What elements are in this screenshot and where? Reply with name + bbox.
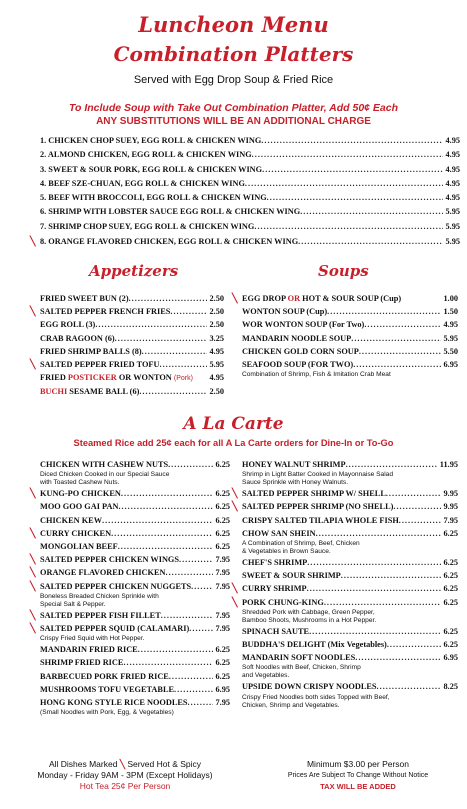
menu-item-label: UPSIDE DOWN CRISPY NOODLES: [242, 682, 377, 692]
dot-leader: [300, 205, 443, 219]
menu-item: [232, 305, 458, 318]
menu-item: ╲ EGG DROP OR HOT & SOUR SOUP (Cup) 1.00: [232, 292, 458, 305]
menu-item-price: 6.25: [215, 658, 230, 668]
menu-item-description: Shredded Pork with Cabbage, Green Pepper,: [242, 608, 375, 616]
dot-leader: [129, 292, 208, 305]
hot-pepper-icon: ╲: [30, 527, 36, 538]
menu-item-label: ORANGE FLAVORED CHICKEN: [40, 568, 166, 578]
menu-item-price: 6.25: [215, 528, 230, 538]
menu-item-description: and Vegetables.: [242, 672, 290, 680]
menu-item: [30, 177, 460, 191]
dot-leader: [387, 638, 442, 651]
hot-pepper-icon: ╲: [30, 306, 36, 317]
menu-item: [232, 569, 458, 582]
menu-item: [30, 191, 460, 205]
menu-item: [30, 205, 460, 219]
menu-item: [30, 643, 230, 656]
dot-leader: [174, 683, 213, 696]
dot-leader: [191, 580, 213, 593]
a-la-carte-right-column: [232, 458, 458, 710]
menu-item-label: SHRIMP FRIED RICE: [40, 658, 124, 668]
hot-pepper-icon: ╲: [30, 359, 36, 370]
menu-item-label: CRISPY SALTED TILAPIA WHOLE FISH: [242, 515, 399, 525]
menu-item-label: SALTED PEPPER CHICKEN NUGGETS: [40, 581, 192, 591]
menu-item-description: Boneless Breaded Chicken Sprinkle with: [40, 592, 159, 600]
menu-item-description: Crispy Fried Noodles both sides Topped with Beef,: [242, 693, 390, 701]
hot-pepper-icon: ╲: [30, 488, 36, 499]
menu-item: [30, 696, 230, 709]
soups-heading: Soups: [318, 262, 369, 280]
dot-leader: [169, 670, 214, 683]
menu-item-label: BARBECUED PORK FRIED RICE: [40, 671, 169, 681]
hot-pepper-icon: ╲: [232, 583, 238, 594]
menu-item-price: 5.95: [209, 360, 224, 370]
steamed-rice-notice: Steamed Rice add 25¢ each for all A La Carte orders for Dine-In or To-Go: [73, 438, 394, 448]
hot-pepper-icon: ╲: [119, 759, 125, 769]
dot-leader: [309, 625, 441, 638]
menu-item: [232, 680, 458, 693]
a-la-carte-left-column: [30, 458, 230, 717]
menu-item-label: MANDARIN FRIED RICE: [40, 645, 138, 655]
dot-leader: [327, 305, 441, 318]
menu-item-price: 2.50: [209, 307, 224, 317]
menu-item: [30, 148, 460, 162]
menu-item: [232, 527, 458, 540]
menu-item-price: 4.95: [445, 164, 460, 174]
dot-leader: [377, 680, 442, 693]
menu-item: [30, 540, 230, 553]
menu-item-description: Crispy Fried Squid with Hot Pepper.: [40, 635, 145, 643]
dot-leader: [316, 527, 442, 540]
menu-item-price: 7.95: [215, 581, 230, 591]
menu-item-description: Shrimp in Light Batter Cooked in Mayonnaise Salad: [242, 471, 394, 479]
menu-item: [232, 358, 458, 371]
menu-item-price: 9.95: [443, 489, 458, 499]
dot-leader: [399, 514, 442, 527]
menu-item-label: BUDDHA'S DELIGHT (Mix Vegetables): [242, 640, 387, 650]
dot-leader: [346, 458, 438, 471]
hot-pepper-icon: ╲: [30, 580, 36, 591]
menu-item: [30, 220, 460, 234]
dot-leader: [111, 527, 213, 540]
menu-item: [232, 556, 458, 569]
dot-leader: [161, 609, 214, 622]
menu-item: FRIED POSTICKER OR WONTON (Pork) 4.95: [40, 373, 224, 383]
substitution-notice: ANY SUBSTITUTIONS WILL BE AN ADDITIONAL CHARGE: [96, 116, 371, 127]
menu-item-price: 8.25: [443, 682, 458, 692]
seafood-soup-description: Combination of Shrimp, Fish & Imitation Crab Meat: [242, 371, 391, 379]
served-with-note: Served with Egg Drop Soup & Fried Rice: [133, 74, 334, 86]
menu-item-label: SWEET & SOUR SHRIMP: [242, 571, 341, 581]
dot-leader: [364, 318, 441, 331]
menu-item: [30, 670, 230, 683]
menu-item-description: & Vegetables in Brown Sauce.: [242, 548, 331, 556]
dot-leader: [267, 191, 444, 205]
hot-pepper-icon: ╲: [30, 609, 36, 620]
menu-item-price: 6.25: [443, 640, 458, 650]
menu-item: [30, 234, 460, 249]
dot-leader: [138, 643, 214, 656]
menu-item-label: SALTED PEPPER SHRIMP (NO SHELL): [242, 502, 394, 512]
dot-leader: [189, 622, 213, 635]
combination-platters-list: [30, 134, 460, 249]
menu-item-description: (Small Noodles with Pork, Egg, & Vegetables): [40, 709, 174, 717]
hot-pepper-icon: ╲: [232, 488, 238, 499]
menu-item-price: 7.95: [215, 698, 230, 708]
menu-item-label: CHICKEN KEW: [40, 515, 103, 525]
menu-item: [232, 332, 458, 345]
hot-pepper-icon: ╲: [232, 596, 238, 607]
dot-leader: [307, 556, 441, 569]
menu-item-label: SALTED PEPPER FRIED TOFU: [40, 360, 160, 370]
menu-item-label: 2. ALMOND CHICKEN, EGG ROLL & CHICKEN WING: [40, 150, 252, 160]
menu-item-label: SALTED PEPPER FISH FILLET: [40, 610, 161, 620]
menu-item: [30, 622, 230, 635]
menu-item: [30, 553, 230, 566]
menu-item: [30, 358, 224, 371]
menu-item: [30, 527, 230, 540]
menu-item: [232, 500, 458, 513]
appetizers-heading: Appetizers: [89, 262, 179, 280]
menu-item-label: SALTED PEPPER CHICKEN WINGS: [40, 555, 180, 565]
dot-leader: [245, 177, 444, 191]
menu-item-price: 4.95: [445, 136, 460, 145]
menu-item-price: 4.95: [209, 346, 224, 356]
menu-item-label: PORK CHUNG-KING: [242, 597, 324, 607]
menu-item-price: 6.25: [443, 597, 458, 607]
menu-item: [232, 318, 458, 331]
dot-leader: [118, 540, 214, 553]
menu-item-price: 7.95: [215, 624, 230, 634]
menu-item-price: 6.95: [443, 653, 458, 663]
menu-item: [30, 609, 230, 622]
menu-item: [30, 514, 230, 527]
menu-item-price: 3.25: [209, 333, 224, 343]
menu-item-label: SPINACH SAUTE: [242, 626, 310, 636]
menu-item-description: Special Salt & Pepper.: [40, 600, 106, 608]
takeout-soup-notice: To Include Soup with Take Out Combination Platter, Add 50¢ Each: [68, 102, 399, 114]
menu-item-price: 6.95: [215, 684, 230, 694]
menu-item-label: HONEY WALNUT SHRIMP: [242, 460, 346, 469]
menu-item-price: 6.25: [443, 558, 458, 568]
menu-item: [30, 292, 224, 305]
footer-left: All Dishes Marked ╲ Served Hot & Spicy Monday - Friday 9AM - 3PM (Except Holidays) Hot Tea 25¢ Per Person: [37, 759, 213, 791]
menu-item: [30, 487, 230, 500]
menu-item: [30, 566, 230, 579]
menu-item-price: 6.25: [215, 515, 230, 525]
menu-item-price: 2.50: [209, 294, 224, 303]
dot-leader: [160, 358, 208, 371]
menu-item-price: 5.95: [445, 221, 460, 231]
menu-item-label: 1. CHICKEN CHOP SUEY, EGG ROLL & CHICKEN WING: [40, 136, 262, 145]
menu-item: [30, 458, 230, 471]
menu-item-price: 7.95: [215, 555, 230, 565]
menu-item-price: 6.25: [215, 542, 230, 552]
menu-item-label: 6. SHRIMP WITH LOBSTER SAUCE EGG ROLL & CHICKEN WING: [40, 207, 301, 217]
menu-item-price: 7.95: [215, 568, 230, 578]
menu-item-description: Sauce Sprinkle with Honey Walnuts.: [242, 479, 349, 487]
menu-subtitle: Combination Platters: [113, 42, 354, 66]
hot-pepper-icon: ╲: [30, 567, 36, 578]
menu-item-price: 6.25: [215, 645, 230, 655]
menu-item-label: KUNG-PO CHICKEN: [40, 489, 121, 499]
menu-item: [232, 582, 458, 595]
menu-item-label: 8. ORANGE FLAVORED CHICKEN, EGG ROLL & CHICKEN WING: [40, 237, 299, 247]
menu-item: [232, 596, 458, 609]
dot-leader: [254, 220, 443, 234]
menu-item: [30, 500, 230, 513]
dot-leader: [188, 696, 214, 709]
menu-item-label: MANDARIN NOODLE SOUP: [242, 333, 352, 343]
dot-leader: [307, 582, 442, 595]
menu-item-label: 5. BEEF WITH BROCCOLI, EGG ROLL & CHICKEN WING: [40, 193, 267, 203]
menu-item-label: MONGOLIAN BEEF: [40, 542, 118, 552]
hot-pepper-icon: ╲: [232, 501, 238, 512]
menu-item-price: 9.95: [443, 502, 458, 512]
menu-item-label: CHOW SAN SHEIN: [242, 528, 316, 538]
a-la-carte-heading: A La Carte: [183, 414, 284, 434]
menu-item: [30, 305, 224, 318]
menu-item-description: A Combination of Shrimp, Beef, Chicken: [242, 540, 360, 548]
menu-item-label: MUSHROOMS TOFU VEGETABLE: [40, 684, 175, 694]
dot-leader: [121, 487, 214, 500]
dot-leader: [341, 569, 442, 582]
appetizers-list: [30, 292, 224, 399]
menu-item-price: 2.50: [209, 320, 224, 330]
footer-right: Minimum $3.00 per Person Prices Are Subject To Change Without Notice TAX WILL BE ADDED: [287, 759, 429, 791]
menu-item-price: 6.25: [443, 584, 458, 594]
menu-item-price: 4.95: [445, 193, 460, 203]
menu-item-label: 7. SHRIMP CHOP SUEY, EGG ROLL & CHICKEN WING: [40, 221, 255, 231]
menu-item-label: SALTED PEPPER FRENCH FRIES: [40, 307, 171, 317]
dot-leader: [262, 163, 443, 177]
menu-item-price: 5.50: [443, 346, 458, 356]
menu-item-label: CURRY SHRIMP: [242, 584, 307, 594]
menu-item-price: 7.95: [215, 610, 230, 620]
menu-item-description: with Toasted Cashew Nuts.: [40, 479, 120, 487]
menu-item-label: 3. SWEET & SOUR PORK, EGG ROLL & CHICKEN WING: [40, 164, 263, 174]
dot-leader: [351, 332, 441, 345]
menu-item-label: EGG ROLL (3): [40, 320, 96, 330]
menu-item: [30, 163, 460, 177]
menu-item-price: 5.95: [445, 207, 460, 217]
menu-item-price: 1.50: [443, 307, 458, 317]
menu-item-label: MANDARIN SOFT NOODLES: [242, 653, 356, 663]
dot-leader: [355, 651, 441, 664]
hot-pepper-icon: ╲: [30, 236, 36, 247]
dot-leader: [386, 487, 442, 500]
dot-leader: [261, 134, 443, 148]
menu-item: [232, 345, 458, 358]
menu-item-price: 6.25: [443, 571, 458, 581]
menu-item-label: HONG KONG STYLE RICE NOODLES: [40, 698, 188, 708]
menu-item-description: Chicken, Shrimp and Vegetables.: [242, 701, 340, 709]
menu-item-label: WOR WONTON SOUP (For Two): [242, 320, 365, 330]
menu-item: [30, 656, 230, 669]
menu-item-label: SEAFOOD SOUP (FOR TWO): [242, 360, 354, 370]
menu-title: Luncheon Menu: [138, 12, 329, 37]
menu-item-price: 6.25: [443, 528, 458, 538]
menu-item-label: FRIED SWEET BUN (2): [40, 294, 129, 303]
menu-item-price: 6.25: [215, 460, 230, 469]
menu-item: [232, 514, 458, 527]
menu-item: [30, 345, 224, 358]
menu-item-label: 4. BEEF SZE-CHUAN, EGG ROLL & CHICKEN WING: [40, 178, 245, 188]
dot-leader: [115, 332, 208, 345]
dot-leader: [179, 553, 213, 566]
hot-pepper-icon: ╲: [30, 623, 36, 634]
menu-item: [30, 683, 230, 696]
dot-leader: [168, 458, 213, 471]
menu-item-price: 6.25: [215, 671, 230, 681]
menu-item: [30, 580, 230, 593]
dot-leader: [170, 305, 207, 318]
menu-item: [232, 651, 458, 664]
soups-list: [232, 292, 458, 379]
menu-item-description: Soft Noodles with Beef, Chicken, Shrimp: [242, 664, 361, 672]
hot-pepper-icon: ╲: [232, 293, 238, 303]
menu-item-price: 6.95: [443, 360, 458, 370]
dot-leader: [359, 345, 442, 358]
menu-item-price: 5.95: [443, 333, 458, 343]
menu-item-label: CURRY CHICKEN: [40, 528, 112, 538]
menu-item: [30, 332, 224, 345]
menu-item: [232, 625, 458, 638]
dot-leader: [252, 148, 444, 162]
dot-leader: [123, 656, 213, 669]
menu-item-price: 4.95: [445, 150, 460, 160]
menu-item-label: CRAB RAGOON (6): [40, 333, 115, 343]
dot-leader: [118, 500, 213, 513]
menu-item-price: 5.95: [445, 237, 460, 247]
menu-item: [232, 458, 458, 471]
hot-pepper-icon: ╲: [30, 554, 36, 565]
menu-item: [30, 134, 460, 148]
menu-item-price: 4.95: [443, 320, 458, 330]
menu-item: BUCHI SESAME BALL (6) ..... 2.50: [30, 385, 224, 398]
menu-item-label: CHEF'S SHRIMP: [242, 558, 308, 568]
dot-leader: [95, 318, 207, 331]
dot-leader: [102, 514, 213, 527]
dot-leader: [393, 500, 441, 513]
menu-item-price: 6.25: [443, 626, 458, 636]
menu-item-label: CHICKEN WITH CASHEW NUTS: [40, 460, 169, 469]
menu-item-description: Bamboo Shoots, Mushrooms in a Hot Pepper.: [242, 616, 377, 624]
menu-item-description: Diced Chicken Cooked in our Special Sauce: [40, 471, 170, 479]
menu-item-price: 7.95: [443, 515, 458, 525]
dot-leader: [142, 345, 208, 358]
menu-item: [232, 638, 458, 651]
menu-item-price: 6.25: [215, 502, 230, 512]
menu-item-label: MOO GOO GAI PAN: [40, 502, 119, 512]
menu-item-label: FRIED SHRIMP BALLS (8): [40, 346, 142, 356]
dot-leader: [166, 566, 214, 579]
menu-item-label: CHICKEN GOLD CORN SOUP: [242, 346, 359, 356]
menu-item-price: 6.25: [215, 489, 230, 499]
dot-leader: [324, 596, 442, 609]
menu-item: [232, 487, 458, 500]
dot-leader: [353, 358, 441, 371]
menu-item-label: SALTED PEPPER SHRIMP W/ SHELL: [242, 489, 386, 499]
menu-item: [30, 318, 224, 331]
menu-item-label: WONTON SOUP (Cup): [242, 307, 328, 317]
dot-leader: [298, 235, 443, 249]
menu-item-price: 4.95: [445, 178, 460, 188]
menu-item-label: SALTED PEPPER SQUID (CALAMARI): [40, 624, 190, 634]
menu-item-price: 11.95: [439, 460, 458, 469]
